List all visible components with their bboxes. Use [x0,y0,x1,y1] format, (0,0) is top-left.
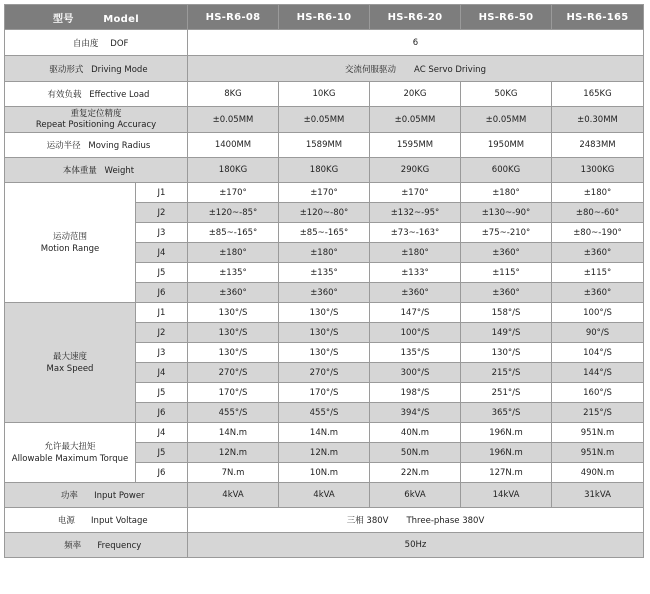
table-cell: ±135° [188,263,279,283]
table-cell: 104°/S [552,343,644,363]
table-cell: ±133° [370,263,461,283]
table-cell: 951N.m [552,443,644,463]
table-cell: ±85~-165° [279,223,370,243]
table-cell: 490N.m [552,463,644,483]
table-cell: 130°/S [279,343,370,363]
table-cell: ±360° [461,243,552,263]
joint-label: J2 [136,203,188,223]
header-row [5,5,644,30]
table-cell: 1300KG [552,158,644,183]
table-cell: ±360° [552,243,644,263]
table-cell: 14N.m [279,423,370,443]
table-cell: ±360° [461,283,552,303]
table-cell: 100°/S [552,303,644,323]
spec-table-container [4,4,644,558]
value-dof: 6 [188,30,644,56]
header-model-3: HS-R6-20 [370,5,461,30]
row-motion-j1 [5,183,644,203]
label-repeat-accuracy: 重复定位精度 Repeat Positioning Accuracy [5,107,188,133]
table-cell: ±0.05MM [461,107,552,133]
table-cell: 180KG [188,158,279,183]
joint-label: J4 [136,243,188,263]
row-frequency [5,533,644,558]
table-cell: 100°/S [370,323,461,343]
table-cell: 300°/S [370,363,461,383]
table-cell: ±135° [279,263,370,283]
table-cell: ±120~-80° [279,203,370,223]
label-max-speed: 最大速度 Max Speed [5,303,136,423]
table-cell: ±170° [188,183,279,203]
header-model-5: HS-R6-165 [552,5,644,30]
table-cell: 1589MM [279,133,370,158]
row-speed-j1 [5,303,644,323]
table-cell: 1400MM [188,133,279,158]
label-moving-radius: 运动半径 Moving Radius [5,133,188,158]
table-cell: 12N.m [279,443,370,463]
table-cell: 8KG [188,82,279,107]
table-cell: ±360° [552,283,644,303]
header-model-2: HS-R6-10 [279,5,370,30]
joint-label: J5 [136,383,188,403]
row-weight [5,158,644,183]
table-cell: 165KG [552,82,644,107]
label-frequency: 频率 Frequency [5,533,188,558]
value-driving-mode: 交流伺服驱动 AC Servo Driving [188,56,644,82]
table-cell: 951N.m [552,423,644,443]
table-cell: 10KG [279,82,370,107]
table-cell: 251°/S [461,383,552,403]
table-cell: 40N.m [370,423,461,443]
table-cell: 4kVA [188,483,279,508]
table-cell: 130°/S [461,343,552,363]
value-input-voltage: 三相 380V Three-phase 380V [188,508,644,533]
joint-label: J5 [136,263,188,283]
table-cell: 6kVA [370,483,461,508]
table-cell: 12N.m [188,443,279,463]
table-cell: 290KG [370,158,461,183]
table-cell: 10N.m [279,463,370,483]
table-cell: 196N.m [461,423,552,443]
label-effective-load: 有效负载 Effective Load [5,82,188,107]
row-input-voltage [5,508,644,533]
table-cell: 22N.m [370,463,461,483]
row-moving-radius [5,133,644,158]
joint-label: J1 [136,183,188,203]
table-cell: 90°/S [552,323,644,343]
table-cell: 158°/S [461,303,552,323]
table-cell: 600KG [461,158,552,183]
table-cell: 149°/S [461,323,552,343]
table-cell: ±360° [188,283,279,303]
table-cell: 196N.m [461,443,552,463]
table-cell: 135°/S [370,343,461,363]
table-cell: 147°/S [370,303,461,323]
table-cell: 394°/S [370,403,461,423]
table-cell: 170°/S [188,383,279,403]
header-model-cn: 型号 [53,13,74,25]
label-dof: 自由度 DOF [5,30,188,56]
header-model-en: Model [103,13,139,25]
table-cell: 1595MM [370,133,461,158]
joint-label: J6 [136,283,188,303]
table-cell: 1950MM [461,133,552,158]
label-max-torque: 允许最大扭矩 Allowable Maximum Torque [5,423,136,483]
table-cell: 455°/S [279,403,370,423]
table-cell: 127N.m [461,463,552,483]
row-input-power [5,483,644,508]
table-cell: ±170° [279,183,370,203]
joint-label: J1 [136,303,188,323]
table-cell: 50N.m [370,443,461,463]
table-cell: 160°/S [552,383,644,403]
table-cell: ±0.05MM [370,107,461,133]
table-cell: ±0.30MM [552,107,644,133]
robot-spec-table [4,4,644,558]
table-cell: ±360° [279,283,370,303]
row-effective-load [5,82,644,107]
table-cell: 270°/S [279,363,370,383]
table-cell: 170°/S [279,383,370,403]
table-cell: ±80~-190° [552,223,644,243]
table-cell: 455°/S [188,403,279,423]
value-frequency: 50Hz [188,533,644,558]
row-torque-j4 [5,423,644,443]
table-cell: 14kVA [461,483,552,508]
table-cell: 50KG [461,82,552,107]
table-cell: ±73~-163° [370,223,461,243]
table-cell: 31kVA [552,483,644,508]
label-motion-range: 运动范围 Motion Range [5,183,136,303]
joint-label: J4 [136,363,188,383]
table-cell: ±0.05MM [188,107,279,133]
table-cell: 20KG [370,82,461,107]
row-dof [5,30,644,56]
table-cell: 4kVA [279,483,370,508]
table-cell: ±170° [370,183,461,203]
table-cell: 130°/S [188,343,279,363]
table-cell: ±130~-90° [461,203,552,223]
joint-label: J4 [136,423,188,443]
row-repeat-accuracy [5,107,644,133]
joint-label: J3 [136,223,188,243]
table-cell: ±120~-85° [188,203,279,223]
table-cell: ±180° [461,183,552,203]
joint-label: J5 [136,443,188,463]
table-cell: 215°/S [552,403,644,423]
table-cell: 130°/S [188,303,279,323]
table-cell: 180KG [279,158,370,183]
table-cell: ±115° [461,263,552,283]
label-driving-mode: 驱动形式 Driving Mode [5,56,188,82]
table-cell: ±180° [279,243,370,263]
table-cell: 198°/S [370,383,461,403]
joint-label: J6 [136,403,188,423]
table-cell: 14N.m [188,423,279,443]
label-input-voltage: 电源 Input Voltage [5,508,188,533]
label-weight: 本体重量 Weight [5,158,188,183]
table-cell: 215°/S [461,363,552,383]
header-model-cell [5,5,188,30]
joint-label: J6 [136,463,188,483]
table-cell: ±180° [188,243,279,263]
table-cell: ±180° [370,243,461,263]
table-cell: 270°/S [188,363,279,383]
label-input-power: 功率 Input Power [5,483,188,508]
header-model-4: HS-R6-50 [461,5,552,30]
table-cell: ±180° [552,183,644,203]
table-cell: ±132~-95° [370,203,461,223]
table-cell: 2483MM [552,133,644,158]
table-cell: ±0.05MM [279,107,370,133]
table-cell: ±85~-165° [188,223,279,243]
table-cell: 365°/S [461,403,552,423]
table-cell: 7N.m [188,463,279,483]
row-driving-mode [5,56,644,82]
table-cell: 130°/S [188,323,279,343]
table-cell: 130°/S [279,323,370,343]
table-cell: ±115° [552,263,644,283]
table-cell: ±75~-210° [461,223,552,243]
table-cell: ±80~-60° [552,203,644,223]
joint-label: J3 [136,343,188,363]
joint-label: J2 [136,323,188,343]
table-cell: 130°/S [279,303,370,323]
table-cell: ±360° [370,283,461,303]
table-cell: 144°/S [552,363,644,383]
header-model-1: HS-R6-08 [188,5,279,30]
